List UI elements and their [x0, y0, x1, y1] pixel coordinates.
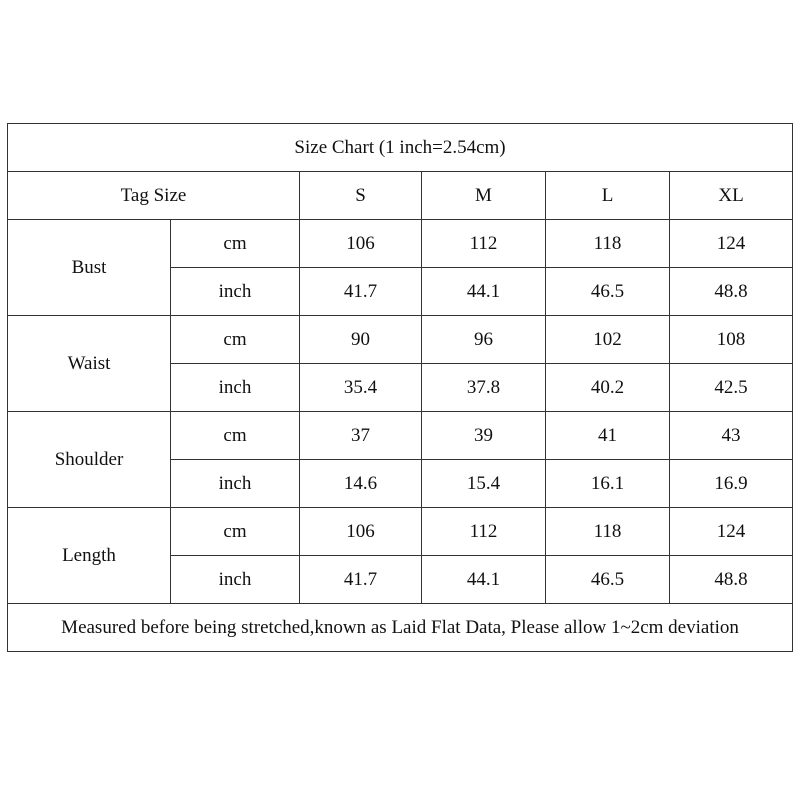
table-row [8, 412, 793, 460]
value-cell: 41 [546, 412, 670, 460]
value-cell: 118 [546, 508, 670, 556]
table-row [8, 220, 793, 268]
value-cell: 112 [422, 508, 546, 556]
value-cell: 112 [422, 220, 546, 268]
value-cell: 42.5 [670, 364, 793, 412]
value-cell: 37.8 [422, 364, 546, 412]
tag-size-header: Tag Size [8, 172, 300, 220]
value-cell: 39 [422, 412, 546, 460]
unit-label: cm [171, 316, 300, 364]
unit-label: inch [171, 556, 300, 604]
footer-note: Measured before being stretched,known as Laid Flat Data, Please allow 1~2cm deviation [8, 604, 793, 652]
unit-label: inch [171, 364, 300, 412]
value-cell: 90 [300, 316, 422, 364]
size-chart-table [7, 123, 793, 652]
measure-label-shoulder: Shoulder [8, 412, 171, 508]
value-cell: 35.4 [300, 364, 422, 412]
measure-label-waist: Waist [8, 316, 171, 412]
size-header-s: S [300, 172, 422, 220]
unit-label: inch [171, 268, 300, 316]
measure-label-length: Length [8, 508, 171, 604]
footer-row [8, 604, 793, 652]
unit-label: cm [171, 412, 300, 460]
value-cell: 14.6 [300, 460, 422, 508]
value-cell: 48.8 [670, 556, 793, 604]
value-cell: 41.7 [300, 268, 422, 316]
size-header-l: L [546, 172, 670, 220]
value-cell: 44.1 [422, 556, 546, 604]
value-cell: 37 [300, 412, 422, 460]
unit-label: cm [171, 220, 300, 268]
value-cell: 96 [422, 316, 546, 364]
table-row [8, 508, 793, 556]
value-cell: 106 [300, 220, 422, 268]
size-header-m: M [422, 172, 546, 220]
value-cell: 118 [546, 220, 670, 268]
value-cell: 40.2 [546, 364, 670, 412]
value-cell: 44.1 [422, 268, 546, 316]
size-header-xl: XL [670, 172, 793, 220]
value-cell: 16.9 [670, 460, 793, 508]
table-row [8, 316, 793, 364]
value-cell: 124 [670, 220, 793, 268]
value-cell: 106 [300, 508, 422, 556]
value-cell: 46.5 [546, 268, 670, 316]
value-cell: 15.4 [422, 460, 546, 508]
unit-label: inch [171, 460, 300, 508]
value-cell: 16.1 [546, 460, 670, 508]
value-cell: 43 [670, 412, 793, 460]
value-cell: 46.5 [546, 556, 670, 604]
title-row [8, 124, 793, 172]
header-row [8, 172, 793, 220]
value-cell: 124 [670, 508, 793, 556]
chart-title: Size Chart (1 inch=2.54cm) [8, 124, 793, 172]
value-cell: 41.7 [300, 556, 422, 604]
value-cell: 102 [546, 316, 670, 364]
value-cell: 108 [670, 316, 793, 364]
unit-label: cm [171, 508, 300, 556]
measure-label-bust: Bust [8, 220, 171, 316]
value-cell: 48.8 [670, 268, 793, 316]
